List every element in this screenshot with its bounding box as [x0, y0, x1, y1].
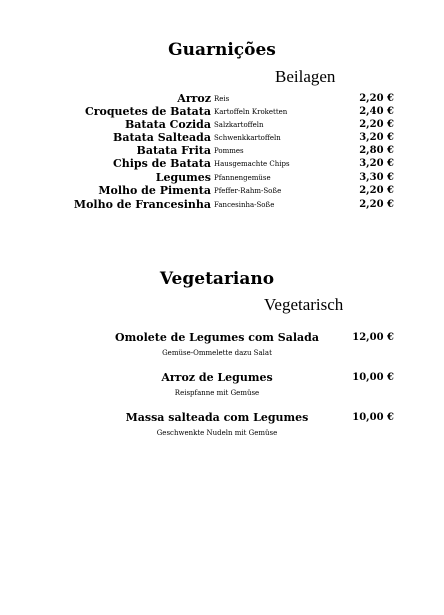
dish-name-de: Kartoffeln Kroketten	[214, 108, 288, 116]
dish-name-de: Pommes	[214, 147, 244, 155]
dish-price: 2,20 €	[359, 185, 394, 196]
dish-name-de: Reispfanne mit Gemüse	[174, 389, 260, 397]
dish-name-pt: Massa salteada com Legumes	[125, 411, 309, 424]
dish-name-de: Pfannengemüse	[214, 174, 271, 182]
dish-name-de: Salzkartoffeln	[214, 121, 264, 129]
dish-name-pt: Croquetes de Batata	[84, 105, 211, 118]
dish-price: 3,20 €	[359, 158, 394, 169]
dish-name-de: Schwenkkartoffeln	[214, 134, 281, 142]
dish-price: 10,00 €	[352, 372, 394, 383]
dish-price: 10,00 €	[352, 412, 394, 423]
side-dish-item	[0, 157, 444, 170]
dish-name-pt: Arroz	[177, 92, 211, 105]
dish-price: 3,20 €	[359, 132, 394, 143]
dish-price: 3,30 €	[359, 172, 394, 183]
dish-name-pt: Molho de Francesinha	[73, 198, 211, 211]
dish-name-de: Reis	[214, 95, 230, 103]
dish-name-de: Geschwenkte Nudeln mit Gemüse	[156, 429, 278, 437]
dish-price: 2,20 €	[359, 119, 394, 130]
dish-name-pt: Chips de Batata	[112, 157, 211, 170]
dish-name-pt: Batata Frita	[136, 144, 211, 157]
dish-name-pt: Molho de Pimenta	[98, 184, 211, 197]
side-dish-item	[0, 184, 444, 197]
dish-price: 2,40 €	[359, 106, 394, 117]
dish-name-pt: Omolete de Legumes com Salada	[115, 331, 319, 344]
side-dish-item	[0, 171, 444, 184]
section-title-guarnicoes: Guarnições	[168, 40, 276, 60]
section-subtitle-vegetarisch: Vegetarisch	[264, 295, 344, 314]
side-dish-item	[0, 131, 444, 144]
dish-price: 2,20 €	[359, 199, 394, 210]
dish-name-pt: Batata Salteada	[113, 131, 211, 144]
dish-name-pt: Batata Cozida	[124, 118, 211, 131]
dish-price: 12,00 €	[352, 332, 394, 343]
section-title-vegetariano: Vegetariano	[159, 269, 275, 289]
dish-price: 2,80 €	[359, 145, 394, 156]
dish-name-de: Pfeffer-Rahm-Soße	[214, 187, 282, 195]
dish-name-de: Hausgemachte Chips	[214, 160, 290, 168]
dish-price: 2,20 €	[359, 93, 394, 104]
section-subtitle-beilagen: Beilagen	[275, 67, 336, 86]
dish-name-de: Fancesinha-Soße	[214, 201, 275, 209]
side-dish-item	[0, 118, 444, 131]
side-dish-item	[0, 92, 444, 105]
side-dish-item	[0, 144, 444, 157]
dish-name-pt: Legumes	[155, 171, 211, 184]
dish-name-de: Gemüse-Ommelette dazu Salat	[162, 349, 272, 357]
dish-name-pt: Arroz de Legumes	[161, 371, 273, 384]
side-dish-item	[0, 105, 444, 118]
side-dish-item	[0, 198, 444, 211]
